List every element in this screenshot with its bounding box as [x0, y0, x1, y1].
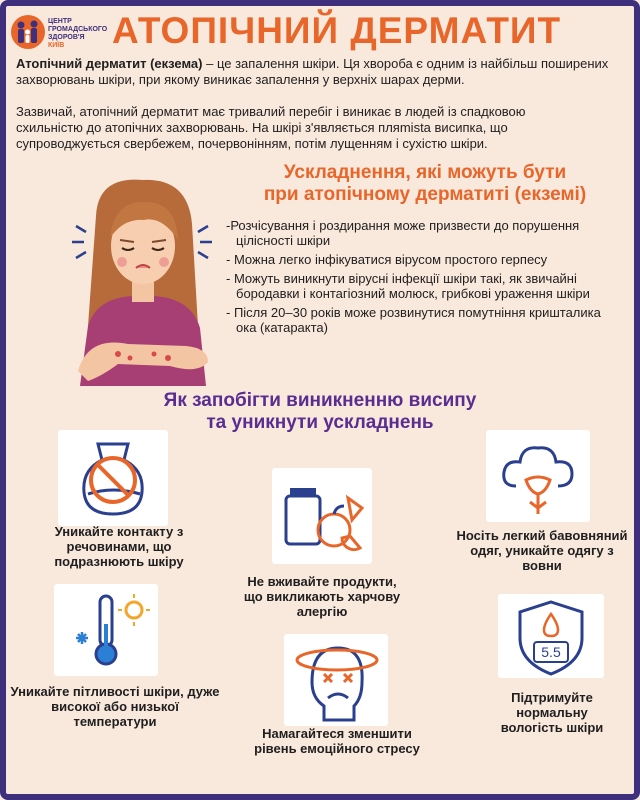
complications-title-line: при атопічному дерматиті (екземі): [263, 184, 587, 205]
complications-title-line: Ускладнення, які можуть бути: [283, 162, 567, 183]
tip-caption: Підтримуйте нормальну вологість шкіри: [500, 690, 604, 735]
tip-card-temperature: [54, 584, 158, 676]
scratching-girl-illustration: [58, 176, 228, 386]
tip-card-irritants: [58, 430, 168, 526]
logo-line: ЗДОРОВ'Я: [48, 34, 85, 41]
tip-caption: Уникайте контакту з речовинами, що подразнюють шкіру: [54, 524, 184, 569]
logo-line: ГРОМАДСЬКОГО: [48, 26, 108, 33]
ph-icon: [498, 594, 604, 678]
stress-icon: [284, 634, 388, 726]
tip-card-cotton: [486, 430, 590, 522]
list-item: -Розчісування і роздирання може призвести до порушення цілісності шкіри: [226, 218, 580, 248]
logo-city: КИЇВ: [48, 42, 65, 49]
tip-card-stress: [284, 634, 388, 726]
complications-list: [226, 218, 606, 339]
tip-caption: Носіть легкий бавовняний одяг, уникайте одягу з вовни: [456, 528, 628, 573]
description-paragraph: Зазвичай, атопічний дерматит має тривалий перебіг і виникає в людей із спадковою схильністю до атопічних захворювань. На шкірі з'являється пляmista висипка, що супроводжується свербежем, почервонінням, потім лущенням і сухістю шкіри.: [16, 104, 526, 151]
logo-line: ЦЕНТР: [48, 18, 72, 25]
tip-caption: Намагайтеся зменшити рівень емоційного стресу: [254, 726, 420, 756]
term-label: Атопічний дерматит (екзема): [16, 56, 203, 71]
tip-card-moisture: [498, 594, 604, 678]
family-logo-icon: [10, 12, 46, 52]
no-irritants-icon: [58, 430, 168, 526]
intro-paragraph: [16, 56, 628, 88]
organization-logo: [10, 12, 108, 56]
prevention-title-line: та уникнути ускладнень: [206, 412, 434, 433]
tip-caption: Не вживайте продукти, що викликають харчову алергію: [243, 574, 401, 619]
temperature-icon: [54, 584, 158, 676]
term-definition: – це запалення шкіри. Ця хвороба є одним із найбільш поширених захворювань шкіри, при якому виникає запалення у верхніх шарах дерми.: [16, 56, 609, 87]
ph-value: 5.5: [541, 644, 561, 660]
logo-text: [48, 18, 108, 50]
complications-title: [230, 162, 620, 206]
prevention-title-line: Як запобігти виникненню висипу: [163, 390, 477, 411]
food-allergy-icon: [272, 468, 372, 564]
prevention-title: [70, 390, 570, 434]
list-item: - Можна легко інфікуватися вірусом простого герпесу: [226, 252, 548, 267]
page-title: АТОПІЧНИЙ ДЕРМАТИТ: [112, 10, 562, 51]
tip-caption: Уникайте пітливості шкіри, дуже високої або низької температури: [10, 684, 220, 729]
list-item: - Після 20–30 років може розвинутися помутніння кришталика ока (катаракта): [226, 305, 601, 335]
tip-card-food: [272, 468, 372, 564]
list-item: - Можуть виникнути вірусні інфекції шкіри такі, як звичайні бородавки і контагіозний молюск, грибкові ураження шкіри: [226, 271, 590, 301]
cotton-icon: [486, 430, 590, 522]
